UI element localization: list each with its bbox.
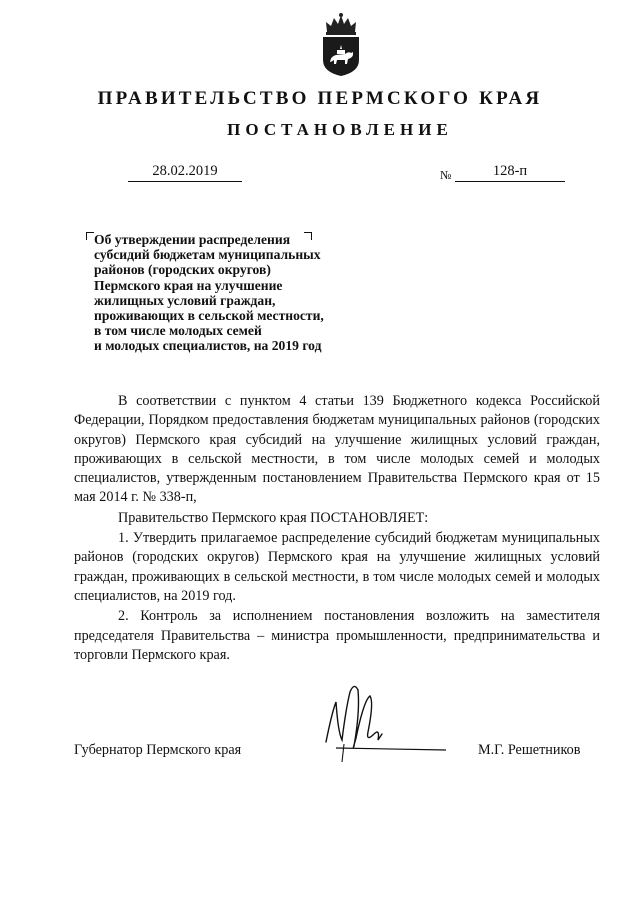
government-title: ПРАВИТЕЛЬСТВО ПЕРМСКОГО КРАЯ: [97, 88, 543, 109]
document-body: [74, 392, 600, 665]
document-date: 28.02.2019: [128, 163, 242, 182]
subject-line: в том числе молодых семей: [94, 323, 262, 339]
signatory-name: М.Г. Решетников: [478, 742, 581, 758]
document-subject: [94, 232, 394, 354]
body-paragraph-resolves: Правительство Пермского края ПОСТАНОВЛЯЕТ:: [118, 509, 429, 526]
handwritten-signature: [318, 672, 448, 764]
document-type: ПОСТАНОВЛЕНИЕ: [227, 120, 453, 139]
subject-line: жилищных условий граждан,: [94, 292, 276, 308]
body-paragraph-preamble: В соответствии с пунктом 4 статьи 139 Бюджетного кодекса Российской Федерации, Порядком предоставления бюджетам муниципальных районов (городских округов) Пермского края субсидий на улучшение жилищных условий граждан, проживающих в сельской местности, в том числе молодых семей и молодых специалистов, утвержденным постановлением Правительства Пермского края от 15 мая 2014 г. № 338-п,: [74, 393, 600, 506]
subject-line: субсидий бюджетам муниципальных: [94, 247, 321, 263]
body-paragraph-item-2: 2. Контроль за исполнением постановления возложить на заместителя председателя Правительства – министра промышленности, предпринимательства и торговли Пермского края.: [74, 608, 600, 663]
subject-line: проживающих в сельской местности,: [94, 308, 324, 324]
signatory-position: Губернатор Пермского края: [74, 742, 242, 758]
subject-line: Об утверждении распределения: [94, 232, 291, 247]
body-paragraph-item-1: 1. Утвердить прилагаемое распределение субсидий бюджетам муниципальных районов (городских округов) Пермского края на улучшение жилищных условий граждан, проживающих в сельской местности, в том числе молодых семей и молодых специалистов, на 2019 год.: [74, 530, 600, 604]
coat-of-arms-icon: [318, 12, 364, 78]
subject-line: Пермского края на улучшение: [94, 277, 283, 293]
subject-line: районов (городских округов): [94, 262, 271, 278]
subject-corner-left: [86, 232, 94, 240]
number-sign: №: [440, 168, 452, 182]
subject-line: и молодых специалистов, на 2019 год: [94, 338, 322, 354]
document-number: 128-п: [455, 163, 565, 182]
